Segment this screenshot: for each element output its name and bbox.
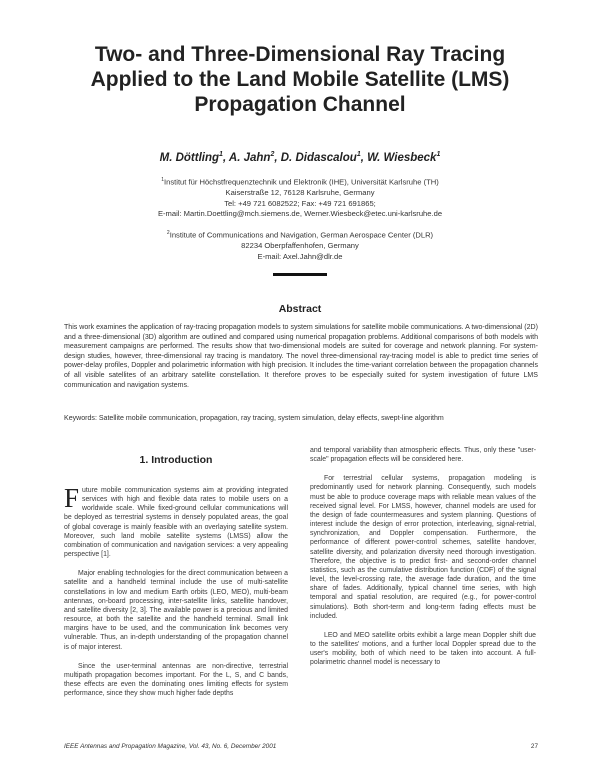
author-1: M. Döttling <box>159 151 220 164</box>
affiliation-2 <box>40 228 560 262</box>
title-line-2: Applied to the Land Mobile Satellite (LMS) <box>90 68 510 91</box>
author-4: W. Wiesbeck <box>367 151 437 164</box>
keywords: Keywords: Satellite mobile communication, propagation, ray tracing, system simulation, delay effects, swept-line algorithm <box>64 415 444 422</box>
affiliation-2-line-2: 82234 Oberpfaffenhofen, Germany <box>241 241 359 251</box>
right-paragraph-1: For terrestrial cellular systems, propagation modeling is predominantly used for network planning. Consequently, such models must be able to produce coverage maps with reliable mean values of the received signal level. For LMSS, however, channel models are used for the design of fade countermeasures and system planning. Questions of interest include the design of error protection, interleaving, signal-retrial, synchronization, and Doppler compensation. Furthermore, the performance of different power-control schemes, satellite handover, satellite diversity, and polarization diversity need thorough investigation. Therefore, the objective is to predict first- and second-order channel statistics, such as the cumulative distribution function (CDF) of the signal level, the level-crossing rate, the average fade duration, and the time share of fades. Additionally, typical channel time series, with high temporal and spatial resolution, are required (e.g., for power-control simulations). Both short-term and long-term fading effects must be included. <box>310 475 536 620</box>
title-line-1: Two- and Three-Dimensional Ray Tracing <box>94 43 506 66</box>
abstract-heading: Abstract <box>278 303 322 315</box>
left-column <box>64 446 288 698</box>
title-line-3: Propagation Channel <box>194 93 406 116</box>
intro-paragraph-1-text: uture mobile communication systems aim at providing integrated services with high and flexible data rates to mobile users on a worldwide scale. While fixed-ground cellular communications will be deployed as terrestrial systems in densely populated areas, the goal of global coverage is mainly feasible with an overlaying satellite system. Moreover, such land mobile satellite systems (LMSS) allow the combination of communication and navigation services: a very appealing perspective [1]. <box>64 487 288 559</box>
author-1-mark: 1 <box>219 151 223 158</box>
affiliation-1 <box>40 175 560 220</box>
paper-title <box>40 42 560 117</box>
drop-cap: F <box>64 483 80 513</box>
right-column <box>310 446 536 667</box>
affiliation-1-line-1: Institut für Höchstfrequenztechnik und Elektronik (IHE), Universität Karlsruhe (TH) <box>164 177 439 187</box>
author-2-mark: 2 <box>270 151 275 158</box>
journal-citation: IEEE Antennas and Propagation Magazine, Vol. 43, No. 6, December 2001 <box>64 743 277 750</box>
author-2: A. Jahn <box>228 151 271 164</box>
page-number: 27 <box>530 743 538 750</box>
author-3-mark: 1 <box>356 151 361 158</box>
author-3: D. Didascalou <box>280 151 357 164</box>
affiliation-1-line-2: Kaiserstraße 12, 76128 Karlsruhe, Germany <box>225 188 375 198</box>
title-divider <box>273 273 327 276</box>
section-heading: 1. Introduction <box>139 454 213 466</box>
affiliation-2-line-1: Institute of Communications and Navigation, German Aerospace Center (DLR) <box>169 230 434 240</box>
abstract-body: This work examines the application of ray-tracing propagation models to system simulations for satellite mobile communications. A two-dimensional (2D) and a three-dimensional (3D) algorithm are outlined and compared using numerical propagation problems. Additional comparisons of both models with measurement campaigns are performed. The results show that two-dimensional models are suited for coverage and network planning. For system-design studies, however, three-dimensional ray tracing is mandatory. The novel three-dimensional ray-tracing model is able to predict time series of power-delay profiles, Doppler and polarimetric information with high precision. It includes the time-variant correlation between the propagation channels of all visible satellites of an arbitrary satellite constellation. It therefore proves to be especially suited for system investigation of future LMS communication and navigation systems. <box>64 324 538 389</box>
intro-paragraph-3: Since the user-terminal antennas are non-directive, terrestrial multipath propagation becomes important. For the L, S, and C bands, these effects are even the dominating ones limiting effects for system performance, since they show much higher fade depths <box>64 662 288 698</box>
affiliation-2-line-3: E-mail: Axel.Jahn@dlr.de <box>257 251 343 261</box>
author-4-mark: 1 <box>436 151 441 158</box>
affiliation-2-mark: 2 <box>166 230 170 236</box>
right-paragraph-0: and temporal variability than atmospheric effects. Thus, only these "user-scale" propagation effects will be considered here. <box>310 447 536 464</box>
intro-paragraph-1 <box>64 483 288 559</box>
intro-paragraph-2: Major enabling technologies for the direct communication between a satellite and a handheld terminal include the use of multi-satellite constellations in low and medium Earth orbits (LEO, MEO), multi-beam antennas, on-board processing, inter-satellite links, satellite handover, and satellite diversity [2, 3]. The available power is a precious and limited resource, at both the satellite and the handheld terminal. Small link margins have to be used, and the communication link becomes very vulnerable. Thus, an in-depth understanding of the propagation channel is of major interest. <box>64 570 288 651</box>
affiliation-1-line-4: E-mail: Martin.Doettling@mch.siemens.de, Werner.Wiesbeck@etec.uni-karlsruhe.de <box>157 209 443 219</box>
author-list: M. Döttling$^1$, A. Jahn$^2$, D. Didascalou$^1$, W. Wiesbeck$^1$ <box>159 151 441 164</box>
affiliation-1-mark: 1 <box>161 177 165 183</box>
affiliation-1-line-3: Tel: +49 721 6082522; Fax: +49 721 691865; <box>224 198 376 208</box>
right-paragraph-2: LEO and MEO satellite orbits exhibit a large mean Doppler shift due to the satellites' motions, and a further local Doppler spread due to the user's mobility, both of which need to be taken into account. A full-polarimetric channel model is necessary to <box>310 631 536 667</box>
